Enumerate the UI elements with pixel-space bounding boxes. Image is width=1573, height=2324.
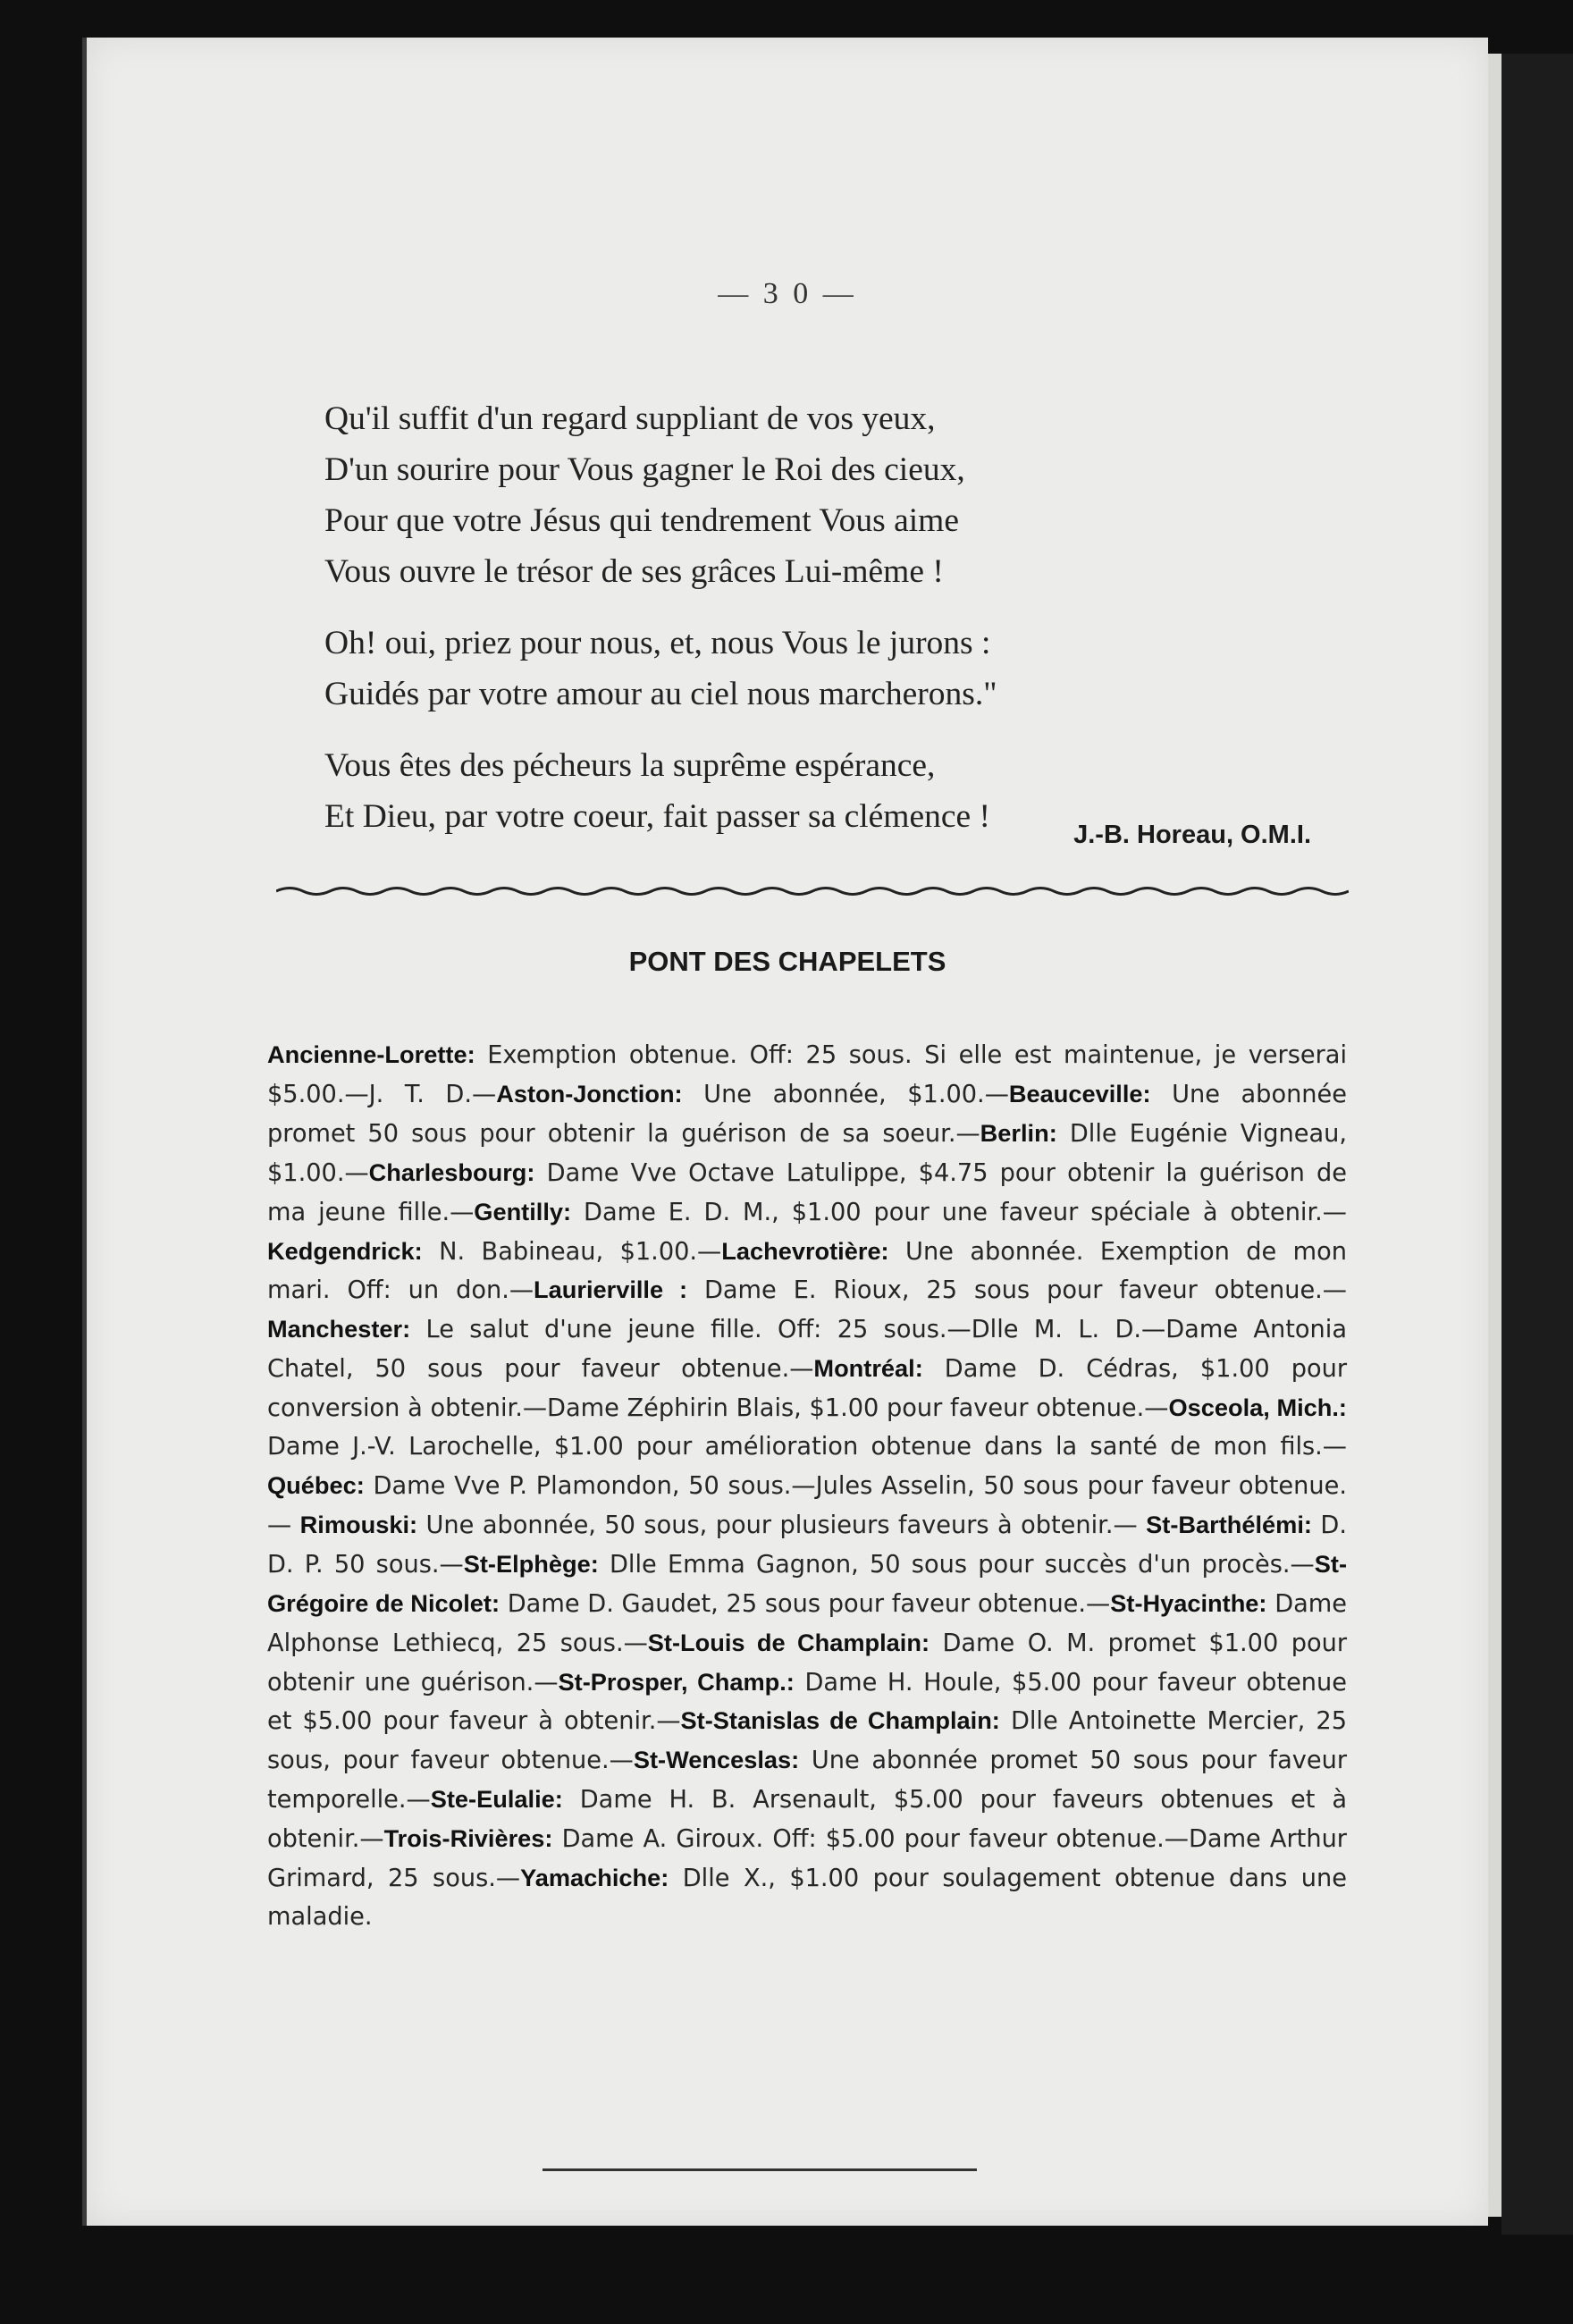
- entry-text: Exemption obtenue. Off: 25 sous. Si elle est maintenue, je verserai $5.00.—J. T. D.—: [267, 1041, 1347, 1108]
- entry-text: Dlle Eugénie Vigneau, $1.00.—: [267, 1119, 1348, 1187]
- end-rule: [543, 2168, 977, 2171]
- poem-stanza-2: [324, 618, 1352, 720]
- entry-place: St-Grégoire de Nicolet:: [267, 1549, 1347, 1617]
- poem-line: Guidés par votre amour au ciel nous marcherons.": [324, 676, 997, 712]
- page-number: — 3 0 —: [718, 277, 857, 310]
- entry-place: St-Wenceslas:: [633, 1746, 800, 1774]
- entry-place: St-Stanislas de Champlain:: [680, 1706, 1000, 1735]
- entry-text: Dame Alphonse Lethiecq, 25 sous.—: [267, 1589, 1348, 1657]
- entry-text: Dame D. Gaudet, 25 sous pour faveur obtenue.—: [500, 1589, 1111, 1618]
- entry-place: Gentilly:: [474, 1197, 572, 1225]
- poem-line: Qu'il suffit d'un regard suppliant de vos yeux,: [324, 400, 936, 437]
- entry-place: Kedgendrick:: [267, 1236, 423, 1265]
- entry-text: Dame H. B. Arsenault, $5.00 pour faveurs obtenues et à obtenir.—: [267, 1786, 1347, 1854]
- entry-text: N. Babineau, $1.00.—: [422, 1237, 722, 1266]
- entry-text: Une abonnée promet 50 sous pour obtenir la guérison de sa soeur.—: [267, 1080, 1347, 1148]
- poem-line: Vous ouvre le trésor de ses grâces Lui-même !: [324, 553, 944, 590]
- poem-line: Oh! oui, priez pour nous, et, nous Vous le jurons :: [324, 625, 991, 661]
- document-page: [82, 38, 1488, 2226]
- entry-place: Osceola, Mich.:: [1168, 1394, 1347, 1422]
- entry-text: Dame E. D. M., $1.00 pour une faveur spéciale à obtenir.—: [571, 1198, 1347, 1226]
- entry-text: Dame O. M. promet $1.00 pour obtenir une guérison.—: [267, 1629, 1348, 1697]
- entry-place: St-Prosper, Champ.:: [558, 1667, 795, 1696]
- poem-author: J.-B. Horeau, O.M.I.: [1073, 821, 1311, 849]
- entry-text: Une abonnée, $1.00.—: [682, 1080, 1009, 1108]
- entry-text: Dlle Emma Gagnon, 50 sous pour succès d'un procès.—: [598, 1550, 1315, 1579]
- entry-place: Trois-Rivières:: [383, 1824, 553, 1853]
- entry-place: Québec:: [267, 1470, 365, 1499]
- poem: [324, 393, 1352, 863]
- entry-place: St-Hyacinthe:: [1110, 1588, 1267, 1617]
- entry-text: Dame J.-V. Larochelle, $1.00 pour amélioration obtenue dans la santé de mon fils.—: [267, 1433, 1347, 1461]
- entry-text: Dame Vve Octave Latulippe, $4.75 pour obtenir la guérison de ma jeune fille.—: [267, 1158, 1347, 1226]
- entry-text: Une abonnée, 50 sous, pour plusieurs faveurs à obtenir.—: [417, 1511, 1147, 1539]
- entry-place: Laurierville :: [534, 1276, 688, 1304]
- entry-text: D. D. P. 50 sous.—: [267, 1511, 1347, 1579]
- entry-place: Montréal:: [813, 1354, 923, 1383]
- entry-place: Ste-Eulalie:: [430, 1785, 563, 1814]
- poem-line: Vous êtes des pécheurs la suprême espérance,: [324, 747, 936, 784]
- poem-line: D'un sourire pour Vous gagner le Roi des cieux,: [324, 451, 965, 488]
- entry-text: Une abonnée. Exemption de mon mari. Off: un don.—: [267, 1237, 1347, 1305]
- entry-place: Beauceville:: [1008, 1079, 1151, 1107]
- entries-paragraph: [267, 1036, 1347, 1937]
- entry-place: Charlesbourg:: [368, 1158, 535, 1186]
- scan-background-edge: [1502, 54, 1573, 2235]
- entry-text: Le salut d'une jeune fille. Off: 25 sous.—Dlle M. L. D.—Dame Antonia Chatel, 50 sous pour faveur obtenue.—: [267, 1316, 1347, 1384]
- entry-place: Ancienne-Lorette:: [267, 1040, 475, 1068]
- entry-place: Yamachiche:: [520, 1864, 669, 1892]
- entry-place: Rimouski:: [299, 1510, 418, 1538]
- entry-text: Dame E. Rioux, 25 sous pour faveur obtenue.—: [687, 1276, 1347, 1305]
- entry-text: Dame H. Houle, $5.00 pour faveur obtenue et $5.00 pour faveur à obtenir.—: [267, 1668, 1347, 1736]
- entry-place: Berlin:: [980, 1118, 1057, 1147]
- section-title: PONT DES CHAPELETS: [628, 946, 946, 977]
- poem-line: Pour que votre Jésus qui tendrement Vous aime: [324, 502, 959, 539]
- entry-place: St-Louis de Champlain:: [647, 1628, 930, 1656]
- poem-stanza-1: [324, 393, 1352, 597]
- entry-text: Dlle Antoinette Mercier, 25 sous, pour faveur obtenue.—: [267, 1707, 1347, 1775]
- wavy-divider: [276, 878, 1349, 905]
- entry-place: St-Barthélémi:: [1146, 1510, 1312, 1538]
- poem-line: Et Dieu, par votre coeur, fait passer sa clémence !: [324, 798, 991, 835]
- entry-text: Dame A. Giroux. Off: $5.00 pour faveur obtenue.—Dame Arthur Grimard, 25 sous.—: [267, 1825, 1347, 1893]
- entry-place: Aston-Jonction:: [496, 1079, 683, 1107]
- entry-place: Lachevrotière:: [721, 1236, 889, 1265]
- entry-text: Une abonnée promet 50 sous pour faveur temporelle.—: [267, 1747, 1347, 1815]
- entry-place: Manchester:: [267, 1315, 411, 1343]
- entry-place: St-Elphège:: [463, 1549, 599, 1578]
- entry-text: Dlle X., $1.00 pour soulagement obtenue dans une maladie.: [267, 1865, 1347, 1931]
- entry-text: Dame Vve P. Plamondon, 50 sous.—Jules Asselin, 50 sous pour faveur obtenue. —: [267, 1471, 1347, 1539]
- entry-text: Dame D. Cédras, $1.00 pour conversion à obtenir.—Dame Zéphirin Blais, $1.00 pour faveur obtenue.—: [267, 1355, 1348, 1423]
